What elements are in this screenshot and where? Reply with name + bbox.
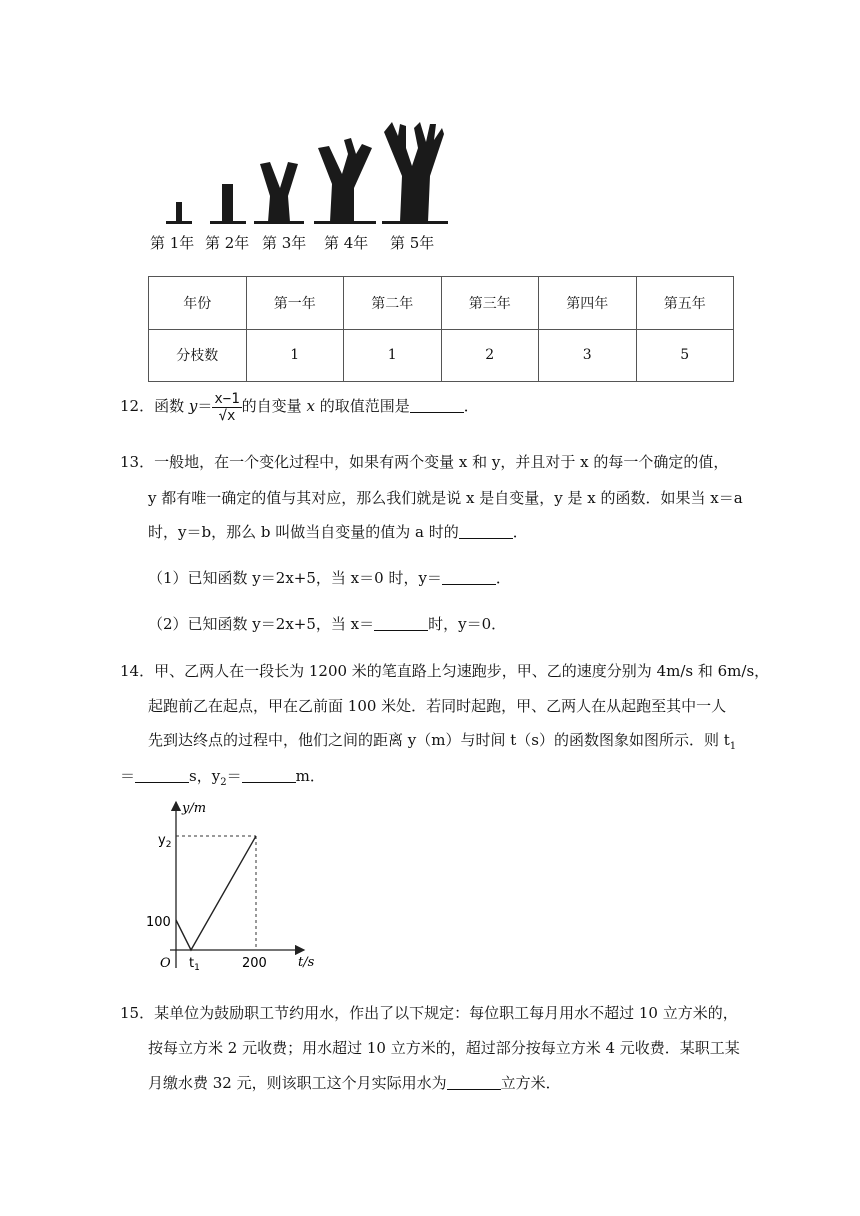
table-cell: 第四年 (539, 277, 637, 330)
table-cell: 5 (636, 329, 734, 382)
table-cell: 1 (344, 329, 442, 382)
answer-blank[interactable] (135, 768, 189, 783)
question-13-line-1: 13．一般地，在一个变化过程中，如果有两个变量 x 和 y，并且对于 x 的每一个确定的值， (120, 453, 729, 471)
question-14-line-2: 起跑前乙在起点，甲在乙前面 100 米处．若同时起跑，甲、乙两人在从起跑至其中一人 (148, 697, 727, 715)
x-axis-label: t/s (298, 955, 315, 970)
year-label-5: 第 5年 (390, 234, 435, 252)
x200-label: 200 (242, 956, 267, 971)
y-axis-label: y/m (182, 801, 207, 816)
table-cell: 第三年 (441, 277, 539, 330)
t1-label: $t_1$ (189, 956, 200, 973)
question-13-line-3: 时，y＝b，那么 b 叫做当自变量的值为 a 时的 ． (148, 523, 528, 541)
table-cell: 1 (246, 329, 344, 382)
year-label-3: 第 3年 (262, 234, 307, 252)
question-14-line-1: 14．甲、乙两人在一段长为 1200 米的笔直路上匀速跑步，甲、乙的速度分别为 4m/s 和 6m/s， (120, 662, 770, 680)
question-12: 12．函数 y＝ $\frac{x-1}{√x}$ 的自变量 x 的取值范围是 ． (120, 390, 479, 424)
answer-blank[interactable] (374, 616, 428, 631)
answer-blank[interactable] (242, 768, 296, 783)
y2-label: $y_2$ (158, 833, 172, 850)
question-13-sub-1: （1）已知函数 y＝2x+5，当 x＝0 时，y＝ ． (148, 569, 511, 587)
question-13-line-2: y 都有唯一确定的值与其对应，那么我们就是说 x 是自变量，y 是 x 的函数．如果当 x＝a (148, 489, 743, 507)
question-13-sub-2: （2）已知函数 y＝2x+5，当 x＝ 时，y＝0． (148, 615, 507, 633)
fraction: $\frac{x-1}{√x}$ (214, 390, 240, 424)
distance-time-graph (136, 796, 326, 982)
answer-blank[interactable] (442, 570, 496, 585)
answer-blank[interactable] (410, 398, 464, 413)
table-row (149, 329, 734, 382)
table-cell: 2 (441, 329, 539, 382)
y100-label: 100 (146, 915, 171, 930)
answer-blank[interactable] (447, 1075, 501, 1090)
table-cell: 年份 (149, 277, 247, 330)
branch-count-table (148, 276, 734, 382)
origin-label: O (160, 956, 171, 971)
tree-year-3 (260, 162, 298, 222)
answer-blank[interactable] (459, 524, 513, 539)
question-14-line-3: 先到达终点的过程中，他们之间的距离 y（m）与时间 t（s）的函数图象如图所示．则 $t_1$ (148, 731, 737, 752)
table-cell: 第二年 (344, 277, 442, 330)
question-14-line-4: ＝ s，$y_2= m$． (120, 767, 325, 788)
table-row (149, 277, 734, 330)
year-label-1: 第 1年 (150, 234, 195, 252)
tree-year-5 (384, 122, 444, 222)
table-cell: 第一年 (246, 277, 344, 330)
year-label-4: 第 4年 (324, 234, 369, 252)
question-15-line-3: 月缴水费 32 元，则该职工这个月实际用水为 立方米． (148, 1074, 561, 1092)
table-cell: 3 (539, 329, 637, 382)
tree-year-1 (176, 202, 182, 222)
question-15-line-1: 15．某单位为鼓励职工节约用水，作出了以下规定：每位职工每月用水不超过 10 立方米的， (120, 1004, 738, 1022)
distance-line (176, 836, 256, 950)
table-cell: 分枝数 (149, 329, 247, 382)
year-label-2: 第 2年 (205, 234, 250, 252)
table-cell: 第五年 (636, 277, 734, 330)
tree-year-4 (318, 138, 372, 222)
tree-year-2 (222, 184, 233, 222)
question-15-line-2: 按每立方米 2 元收费；用水超过 10 立方米的，超过部分按每立方米 4 元收费．某职工某 (148, 1039, 740, 1057)
